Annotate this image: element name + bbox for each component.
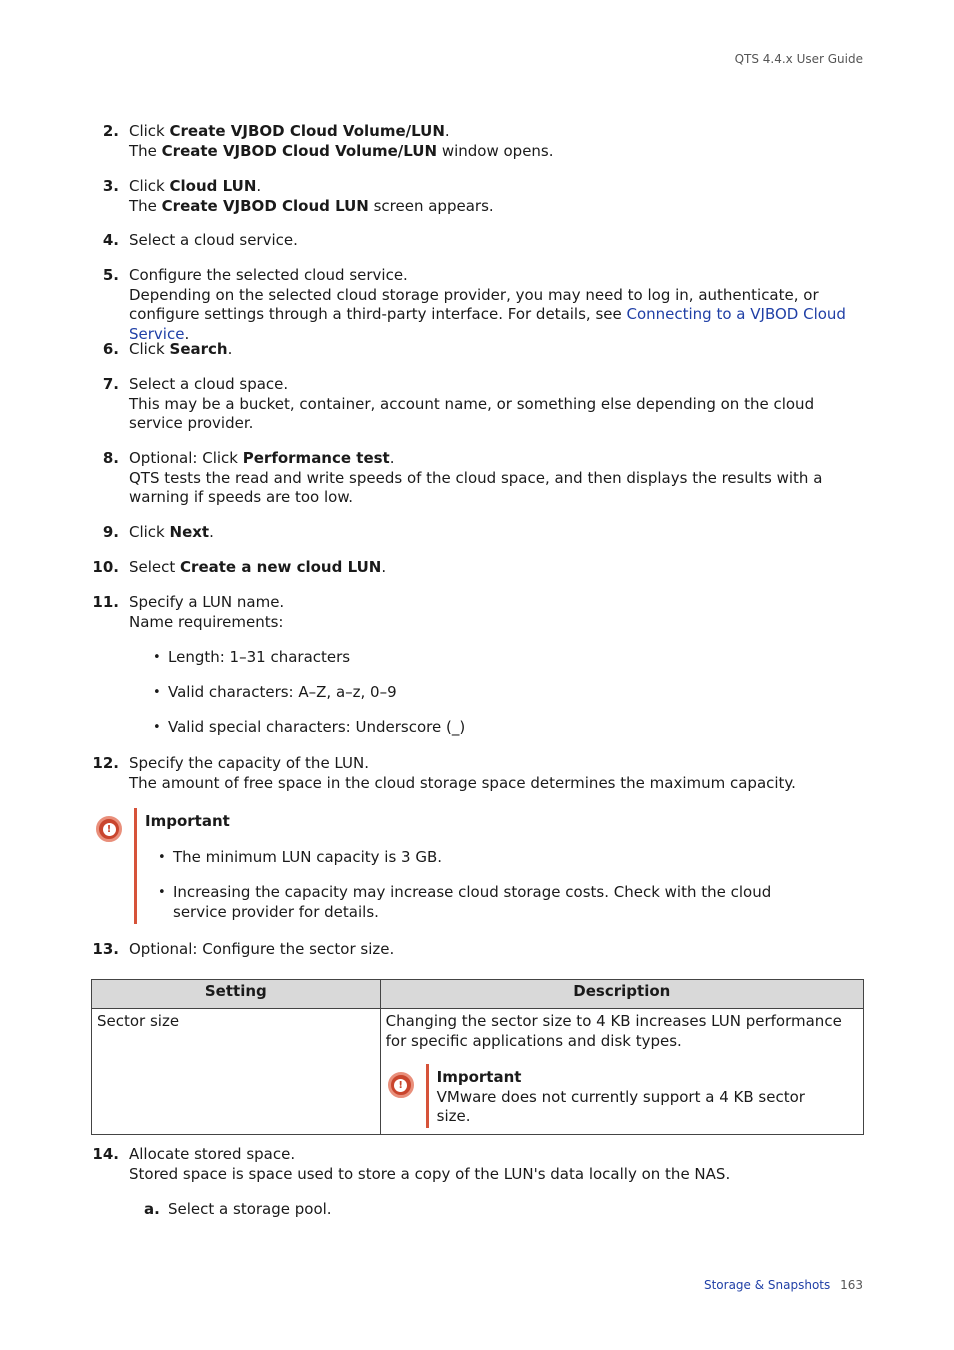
step-detail: QTS tests the read and write speeds of the cloud space, and then displays the results with a warning if speeds are too low. (129, 468, 823, 506)
step-detail: Name requirements: (129, 612, 284, 631)
step-instruction: Select a cloud service. (129, 231, 298, 249)
step-8 (102, 449, 869, 508)
list-item: • Increasing the capacity may increase cloud storage costs. Check with the cloud service provider for details. (173, 883, 813, 922)
step-detail: Stored space is space used to store a copy of the LUN's data locally on the NAS. (129, 1164, 731, 1183)
list-item: • Valid special characters: Underscore (_) (168, 718, 465, 738)
step-6 (102, 340, 869, 360)
substep-a (144, 1200, 332, 1220)
step-instruction: Optional: Configure the sector size. (129, 940, 395, 958)
step-7 (102, 375, 869, 434)
important-note (94, 808, 814, 924)
step-number: 6. (102, 340, 119, 358)
note-title: Important (436, 1068, 522, 1086)
cloud-service-link[interactable]: Connecting to a VJBOD Cloud Service (129, 305, 846, 343)
step-instruction: Specify a LUN name. (129, 593, 285, 611)
description-text: Changing the sector size to 4 KB increases LUN performance for specific applications and disk types. (385, 1012, 842, 1050)
step-number: 4. (102, 231, 119, 249)
step-12 (92, 754, 869, 793)
step-14 (92, 1145, 869, 1184)
step-13 (92, 940, 869, 960)
step-number: 10. (92, 558, 119, 576)
step-9 (102, 523, 869, 543)
step-instruction: Select Create a new cloud LUN. (129, 558, 387, 576)
note-text: VMware does not currently support a 4 KB sector size. (436, 1087, 805, 1125)
exclamation-circle-icon: ! (388, 1072, 414, 1098)
step-instruction: Click Create VJBOD Cloud Volume/LUN. (129, 122, 450, 140)
step-number: 7. (102, 375, 119, 393)
step-instruction: Optional: Click Performance test. (129, 449, 395, 467)
step-result: The Create VJBOD Cloud Volume/LUN window opens. (129, 141, 554, 160)
step-number: 2. (102, 122, 119, 140)
step-number: 14. (92, 1145, 119, 1163)
list-item: • The minimum LUN capacity is 3 GB. (173, 848, 813, 868)
note-bar (134, 808, 137, 924)
list-item: • Valid characters: A–Z, a–z, 0–9 (168, 683, 397, 703)
step-number: 9. (102, 523, 119, 541)
step-number: 3. (102, 177, 119, 195)
running-header: QTS 4.4.x User Guide (734, 52, 863, 66)
important-note (386, 1064, 858, 1128)
step-4 (102, 231, 869, 251)
step-instruction: Select a cloud space. (129, 375, 289, 393)
note-bar (426, 1064, 429, 1128)
step-instruction: Allocate stored space. (129, 1145, 296, 1163)
step-result: The Create VJBOD Cloud LUN screen appears. (129, 196, 494, 215)
step-number: 13. (92, 940, 119, 958)
step-10 (92, 558, 869, 578)
step-number: 11. (92, 593, 119, 611)
step-11 (92, 593, 869, 632)
step-2 (102, 122, 869, 161)
step-detail: Depending on the selected cloud storage provider, you may need to log in, authenticate, or configure settings through a third-party interface. For details, see Connecting to a VJBOD Cloud Service. (129, 285, 846, 343)
setting-cell: Sector size (92, 1009, 381, 1135)
step-number: 5. (102, 266, 119, 284)
step-detail: The amount of free space in the cloud storage space determines the maximum capacity. (129, 773, 796, 792)
section-link[interactable]: Storage & Snapshots (703, 1278, 831, 1292)
description-cell (380, 1009, 863, 1135)
step-instruction: Click Next. (129, 523, 214, 541)
substep-text: Select a storage pool. (168, 1200, 332, 1218)
step-instruction: Click Search. (129, 340, 233, 358)
settings-table (91, 979, 864, 1135)
step-3 (102, 177, 869, 216)
step-number: 8. (102, 449, 119, 467)
exclamation-circle-icon: ! (96, 816, 122, 842)
table-header-row (92, 980, 864, 1009)
step-detail: This may be a bucket, container, account name, or something else depending on the cloud service provider. (129, 394, 815, 432)
note-title: Important (145, 812, 230, 830)
page-number: 163 (840, 1278, 863, 1292)
step-instruction: Click Cloud LUN. (129, 177, 262, 195)
running-footer (704, 1276, 863, 1296)
column-header: Setting (92, 980, 381, 1009)
step-instruction: Configure the selected cloud service. (129, 266, 408, 284)
step-5 (102, 266, 869, 344)
step-instruction: Specify the capacity of the LUN. (129, 754, 370, 772)
table-row (92, 1009, 864, 1135)
substep-letter: a. (144, 1200, 160, 1218)
list-item: • Length: 1–31 characters (168, 648, 350, 668)
column-header: Description (380, 980, 863, 1009)
step-number: 12. (92, 754, 119, 772)
